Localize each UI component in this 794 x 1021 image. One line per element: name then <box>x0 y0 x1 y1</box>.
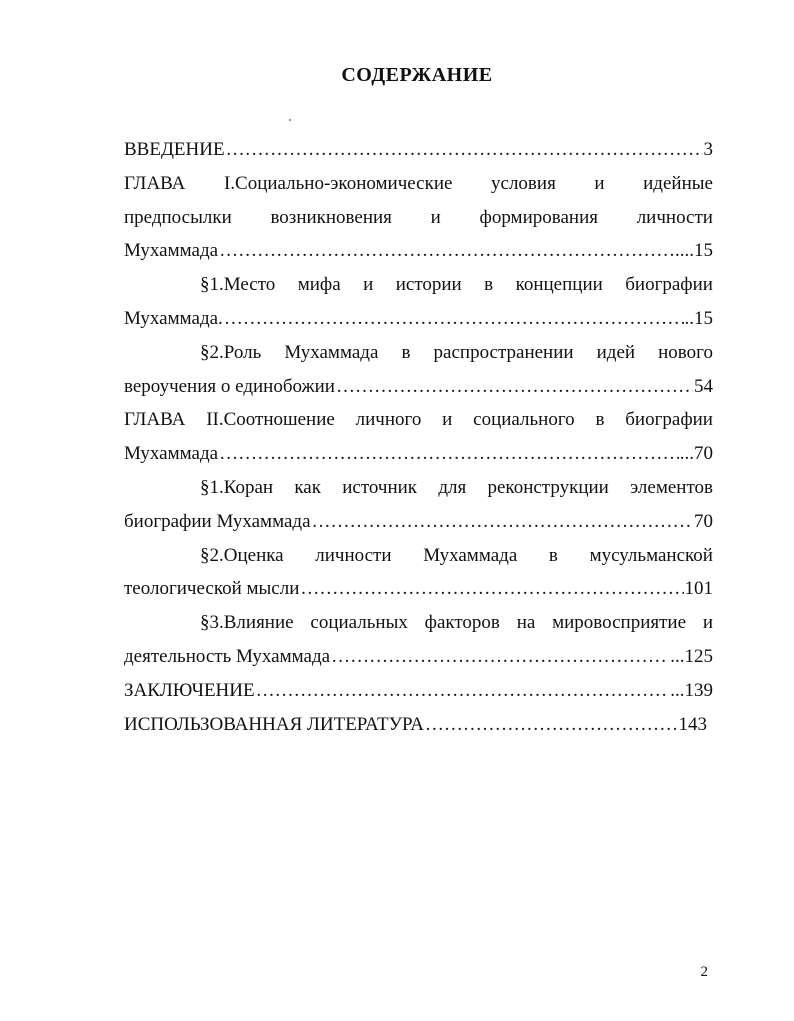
toc-word: элементов <box>630 476 713 498</box>
toc-entry-page: ..15 <box>684 307 713 329</box>
toc-word: I.Социально-экономические <box>223 172 453 194</box>
page-number: 2 <box>700 964 708 980</box>
toc-entry-section-2-1-line-1[interactable] <box>124 471 713 505</box>
toc-entry-page: 101 <box>684 578 713 600</box>
dot-leader <box>425 708 678 742</box>
toc-word: нового <box>658 341 713 363</box>
toc-word: возникновения <box>270 206 392 228</box>
dot-leader <box>224 302 684 336</box>
toc-word: идейные <box>643 172 713 194</box>
toc-word: и <box>594 172 605 194</box>
toc-word: социальных <box>310 612 408 634</box>
dot-leader <box>336 370 693 404</box>
toc-word: формирования <box>479 206 598 228</box>
toc-word: §1.Место <box>200 274 276 296</box>
toc-entry-text: ЗАКЛЮЧЕНИЕ <box>124 679 255 701</box>
toc-entry-text: Мухаммада <box>124 240 219 262</box>
toc-entry-chapter-1-line-1[interactable] <box>124 167 713 201</box>
toc-word: II.Соотношение <box>206 409 335 431</box>
toc-word: и <box>702 612 713 634</box>
toc-word: как <box>294 476 321 498</box>
toc-word: и <box>430 206 441 228</box>
toc-word: мусульманской <box>589 544 713 566</box>
toc-entry-page: ...139 <box>670 679 713 701</box>
toc-word: на <box>516 612 536 634</box>
toc-word: предпосылки <box>124 206 232 228</box>
toc-word: истории <box>395 274 462 296</box>
dot-leader <box>312 505 693 539</box>
toc-word: ГЛАВА <box>124 172 186 194</box>
table-of-contents <box>124 133 713 741</box>
toc-word: и <box>363 274 374 296</box>
toc-entry-chapter-1-line-3[interactable] <box>124 234 713 268</box>
toc-entry-section-1-1-line-2[interactable] <box>124 302 713 336</box>
toc-word: §2.Роль <box>200 341 262 363</box>
toc-word: личного <box>355 409 422 431</box>
toc-entry-text: Мухаммада. <box>124 307 223 329</box>
toc-entry-section-2-2-line-1[interactable] <box>124 539 713 573</box>
dot-leader <box>256 674 670 708</box>
dot-leader <box>219 234 674 268</box>
dot-leader <box>226 133 703 167</box>
toc-entry-text: ВВЕДЕНИЕ <box>124 139 225 160</box>
toc-entry-section-1-2-line-1[interactable] <box>124 336 713 370</box>
toc-entry-text: ИСПОЛЬЗОВАННАЯ ЛИТЕРАТУРА <box>124 713 424 735</box>
toc-entry-page: 3 <box>703 139 713 160</box>
toc-entry-text: вероучения о единобожии <box>124 375 335 397</box>
toc-word: биографии <box>625 274 713 296</box>
toc-entry-page: 54 <box>694 375 713 397</box>
toc-entry-chapter-1-line-2[interactable] <box>124 201 713 235</box>
toc-word: источник <box>342 476 418 498</box>
toc-word: идей <box>596 341 636 363</box>
toc-entry-text: деятельность Мухаммада <box>124 645 331 667</box>
toc-entry-conclusion[interactable] <box>124 674 713 708</box>
toc-word: для <box>438 476 467 498</box>
toc-entry-chapter-2-line-1[interactable] <box>124 403 713 437</box>
dot-leader <box>219 437 679 471</box>
toc-entry-chapter-2-line-2[interactable] <box>124 437 713 471</box>
toc-word: реконструкции <box>487 476 609 498</box>
toc-entry-page: 70 <box>694 510 713 532</box>
toc-word: §1.Коран <box>200 476 274 498</box>
toc-word: биографии <box>625 409 713 431</box>
toc-word: мировосприятие <box>552 612 687 634</box>
toc-entry-page: ...70 <box>679 443 713 465</box>
toc-word: в <box>548 544 558 566</box>
toc-word: мифа <box>297 274 341 296</box>
toc-entry-section-2-3-line-2[interactable] <box>124 640 713 674</box>
toc-word: личности <box>636 206 713 228</box>
toc-entry-section-1-1-line-1[interactable] <box>124 268 713 302</box>
toc-word: §2.Оценка <box>200 544 284 566</box>
toc-word: Мухаммада <box>423 544 518 566</box>
toc-word: в <box>401 341 411 363</box>
toc-entry-page: 143 <box>678 713 707 735</box>
toc-entry-references[interactable] <box>124 708 707 742</box>
toc-word: факторов <box>424 612 500 634</box>
toc-entry-text: теологической мысли <box>124 578 300 600</box>
toc-word: §3.Влияние <box>200 612 294 634</box>
toc-entry-page: ....15 <box>675 240 713 262</box>
toc-word: в <box>484 274 494 296</box>
toc-word: Мухаммада <box>284 341 379 363</box>
toc-word: социального <box>473 409 575 431</box>
toc-word: концепции <box>515 274 603 296</box>
dot-leader <box>331 640 669 674</box>
toc-entry-section-2-2-line-2[interactable] <box>124 572 713 606</box>
toc-entry-introduction[interactable] <box>124 133 713 167</box>
toc-entry-page: ...125 <box>670 645 713 667</box>
toc-entry-text: биографии Мухаммада <box>124 510 311 532</box>
toc-word: распространении <box>433 341 574 363</box>
toc-word: ГЛАВА <box>124 409 186 431</box>
toc-word: условия <box>491 172 556 194</box>
scan-speck <box>289 119 291 121</box>
page-title: СОДЕРЖАНИЕ <box>341 64 493 86</box>
toc-entry-text: Мухаммада <box>124 443 219 465</box>
toc-entry-section-2-1-line-2[interactable] <box>124 505 713 539</box>
dot-leader <box>300 572 683 606</box>
toc-word: личности <box>315 544 392 566</box>
toc-word: в <box>595 409 605 431</box>
toc-entry-section-1-2-line-2[interactable] <box>124 370 713 404</box>
toc-word: и <box>442 409 453 431</box>
toc-entry-section-2-3-line-1[interactable] <box>124 606 713 640</box>
